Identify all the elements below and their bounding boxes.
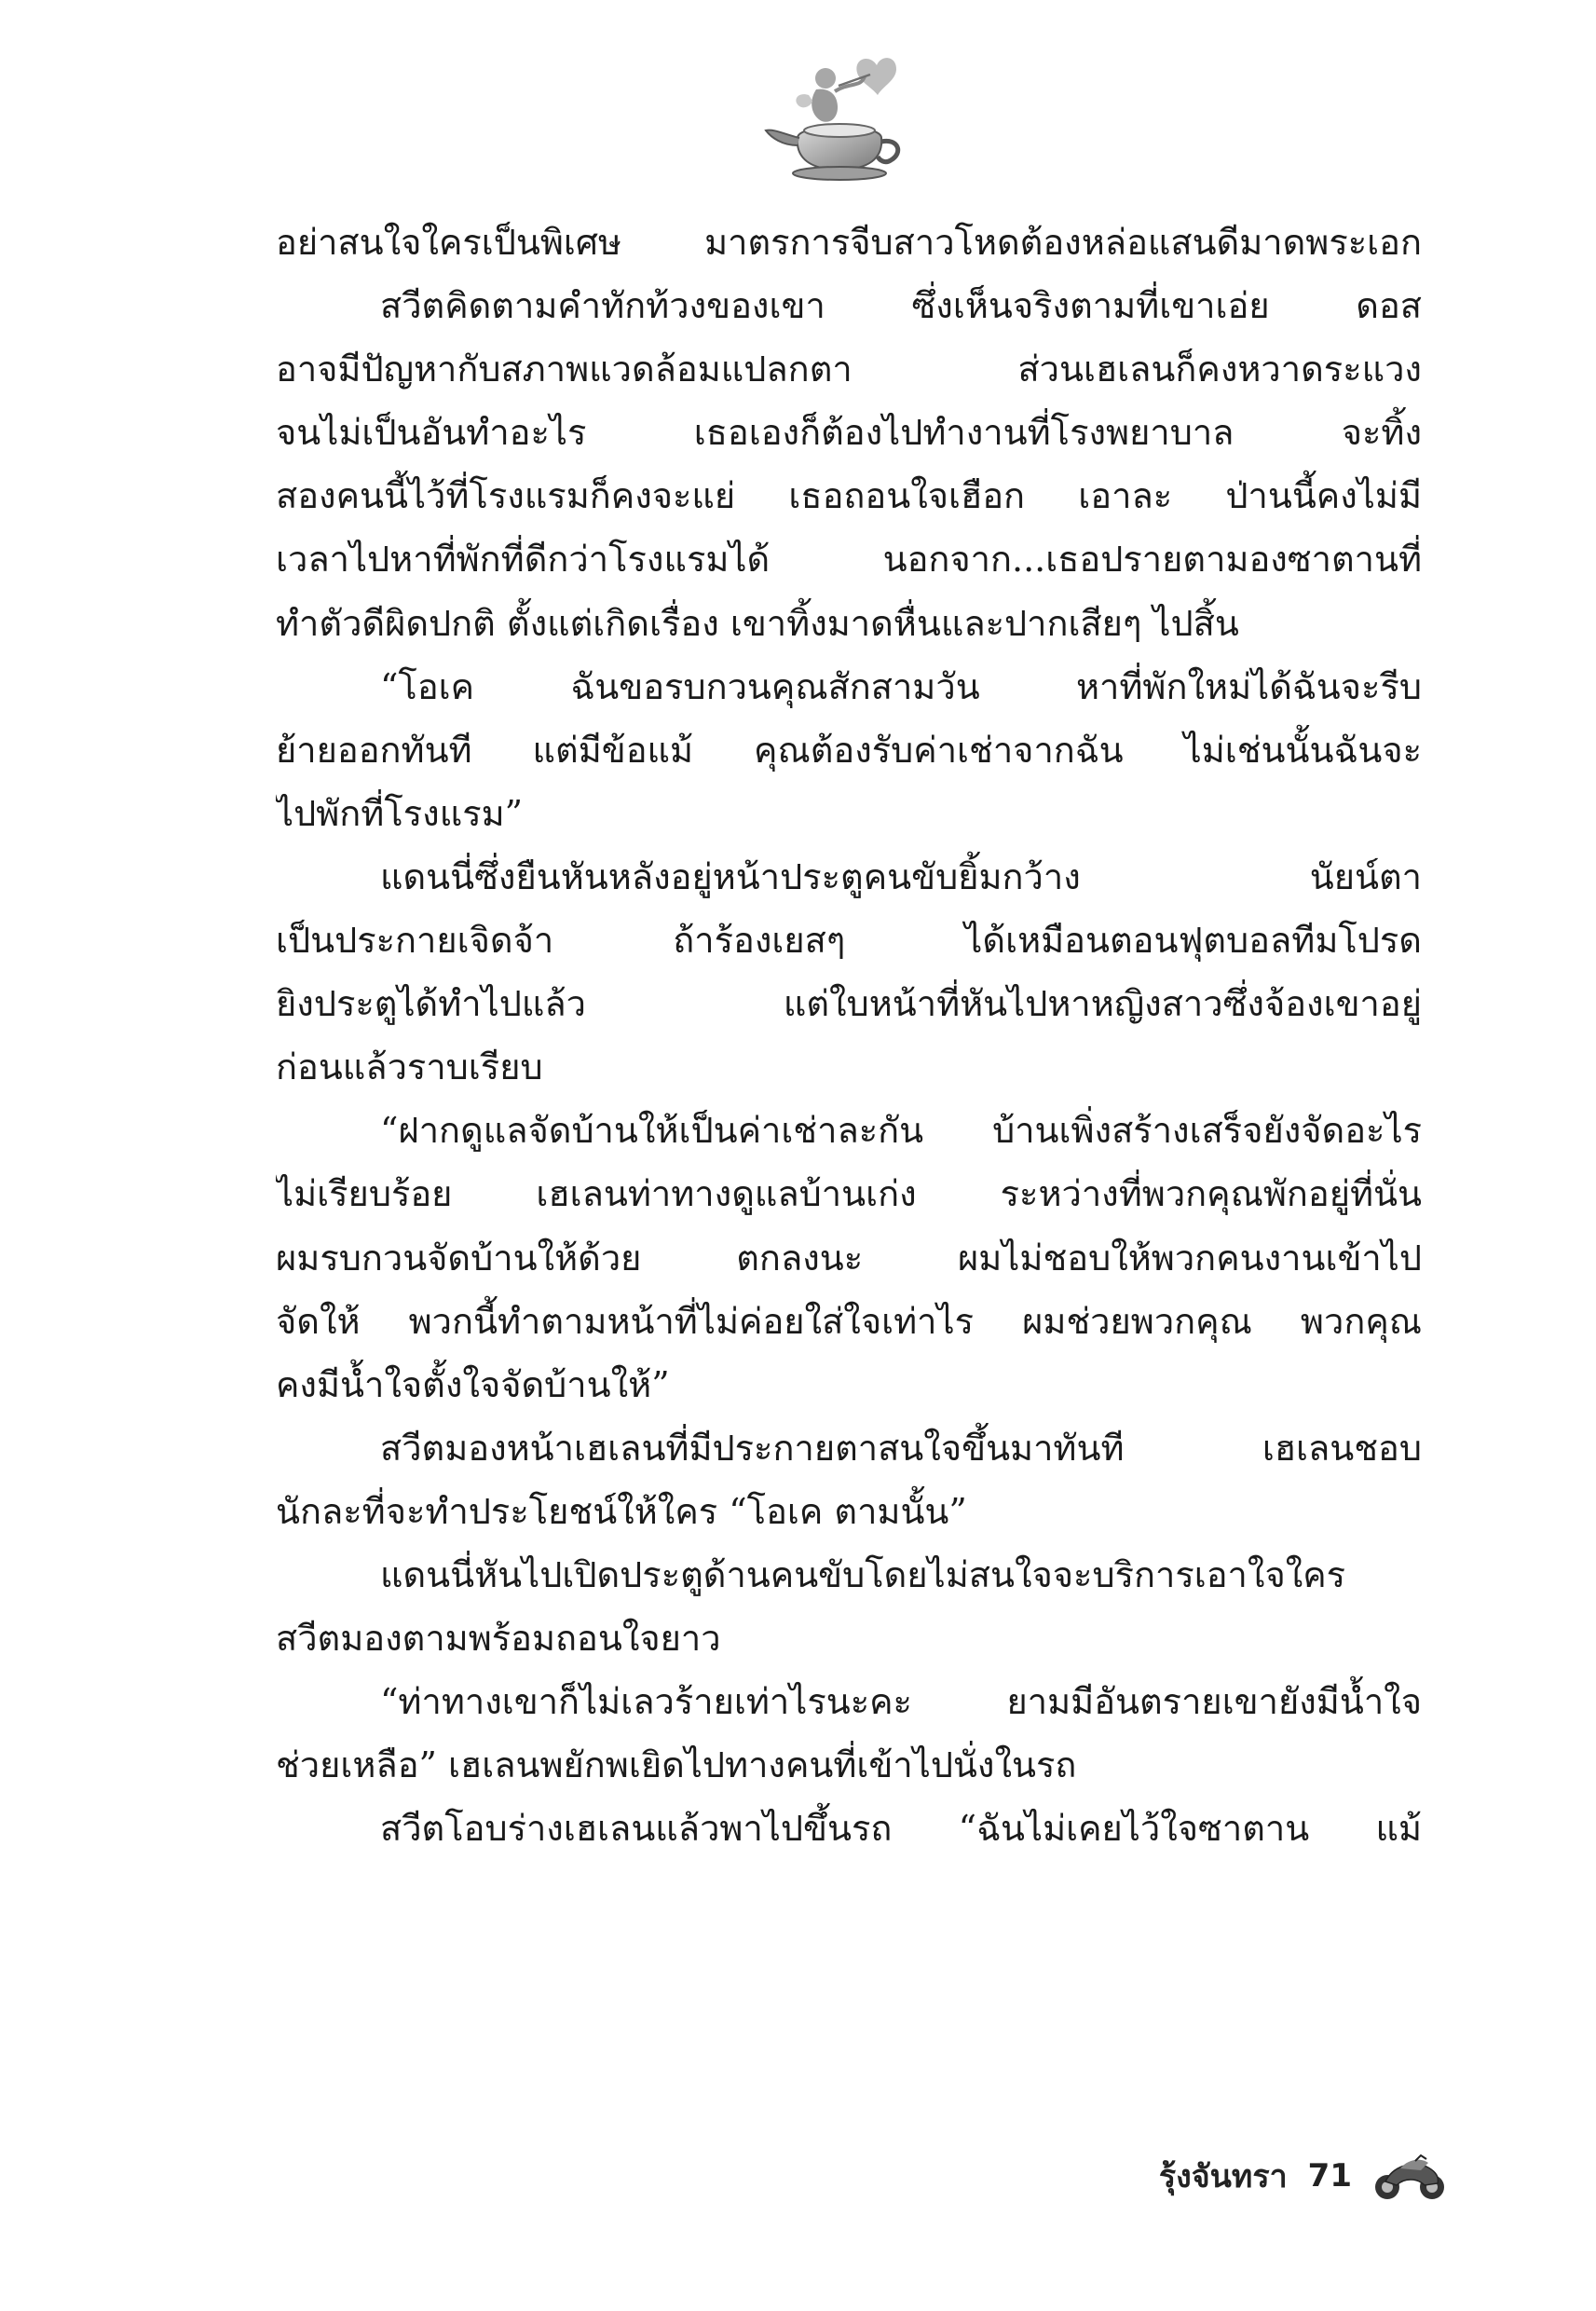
body-text bbox=[276, 211, 1422, 1860]
text-line: ยิงประตูได้ทำไปแล้ว แต่ใบหน้าที่หันไปหาหญิงสาวซึ่งจ้องเขาอยู่ bbox=[276, 983, 1422, 1025]
text-line: คงมีน้ำใจตั้งใจจัดบ้านให้” bbox=[276, 1363, 670, 1405]
page-footer bbox=[1159, 2143, 1447, 2208]
text-line: จนไม่เป็นอันทำอะไร เธอเองก็ต้องไปทำงานที่โรงพยาบาล จะทิ้ง bbox=[276, 412, 1422, 454]
book-title: รุ้งจันทรา bbox=[1158, 2158, 1288, 2195]
text-line: เวลาไปหาที่พักที่ดีกว่าโรงแรมได้ นอกจาก...เธอปรายตามองซาตานที่ bbox=[276, 539, 1422, 581]
text-line: ผมรบกวนจัดบ้านให้ด้วย ตกลงนะ ผมไม่ชอบให้พวกคนงานเข้าไป bbox=[276, 1237, 1422, 1279]
text-line: ก่อนแล้วราบเรียบ bbox=[276, 1046, 543, 1088]
text-line: นักละที่จะทำประโยชน์ให้ใคร “โอเค ตามนั้น” bbox=[276, 1490, 967, 1532]
text-line: อาจมีปัญหากับสภาพแวดล้อมแปลกตา ส่วนเฮเลนก็คงหวาดระแวง bbox=[276, 349, 1422, 390]
text-line: ย้ายออกทันที แต่มีข้อแม้ คุณต้องรับค่าเช่าจากฉัน ไม่เช่นนั้นฉันจะ bbox=[276, 729, 1422, 771]
text-line: อย่าสนใจใครเป็นพิเศษ มาตรการจีบสาวโหดต้องหล่อแสนดีมาดพระเอก bbox=[276, 222, 1422, 263]
text-line: สวีตมองหน้าเฮเลนที่มีประกายตาสนใจขึ้นมาทันที เฮเลนชอบ bbox=[380, 1427, 1422, 1469]
text-line: ไม่เรียบร้อย เฮเลนท่าทางดูแลบ้านเก่ง ระหว่างที่พวกคุณพักอยู่ที่นั่น bbox=[276, 1173, 1422, 1215]
text-line: ไปพักที่โรงแรม” bbox=[276, 792, 524, 834]
text-line: สวีตมองตามพร้อมถอนใจยาว bbox=[276, 1618, 721, 1660]
page-number: 71 bbox=[1307, 2157, 1352, 2195]
text-line: “ฝากดูแลจัดบ้านให้เป็นค่าเช่าละกัน บ้านเพิ่งสร้างเสร็จยังจัดอะไร bbox=[380, 1110, 1422, 1152]
text-line: แดนนี่หันไปเปิดประตูด้านคนขับโดยไม่สนใจจะบริการเอาใจใคร bbox=[380, 1553, 1346, 1595]
text-line: จัดให้ พวกนี้ทำตามหน้าที่ไม่ค่อยใส่ใจเท่าไร ผมช่วยพวกคุณ พวกคุณ bbox=[276, 1300, 1422, 1342]
motorcycle-icon bbox=[1372, 2148, 1447, 2204]
text-line: “โอเค ฉันขอรบกวนคุณสักสามวัน หาที่พักใหม่ได้ฉันจะรีบ bbox=[380, 665, 1422, 707]
text-line: สวีตคิดตามคำทักท้วงของเขา ซึ่งเห็นจริงตามที่เขาเอ่ย ดอส bbox=[380, 285, 1422, 327]
text-line: สวีตโอบร่างเฮเลนแล้วพาไปขึ้นรถ “ฉันไม่เคยไว้ใจซาตาน แม้ bbox=[380, 1808, 1422, 1850]
text-line: ทำตัวดีผิดปกติ ตั้งแต่เกิดเรื่อง เขาทิ้งมาดหื่นและปากเสียๆ ไปสิ้น bbox=[276, 602, 1239, 644]
text-line: เป็นประกายเจิดจ้า ถ้าร้องเยสๆ ได้เหมือนตอนฟุตบอลทีมโปรด bbox=[276, 920, 1422, 962]
text-line: สองคนนี้ไว้ที่โรงแรมก็คงจะแย่ เธอถอนใจเฮือก เอาละ ป่านนี้คงไม่มี bbox=[276, 475, 1422, 517]
cupid-teapot-ornament-icon bbox=[760, 48, 919, 188]
text-line: ช่วยเหลือ” เฮเลนพยักพเยิดไปทางคนที่เข้าไปนั่งในรถ bbox=[276, 1744, 1077, 1786]
text-line: “ท่าทางเขาก็ไม่เลวร้ายเท่าไรนะคะ ยามมีอันตรายเขายังมีน้ำใจ bbox=[380, 1681, 1422, 1723]
text-line: แดนนี่ซึ่งยืนหันหลังอยู่หน้าประตูคนขับยิ้มกว้าง นัยน์ตา bbox=[380, 855, 1422, 897]
